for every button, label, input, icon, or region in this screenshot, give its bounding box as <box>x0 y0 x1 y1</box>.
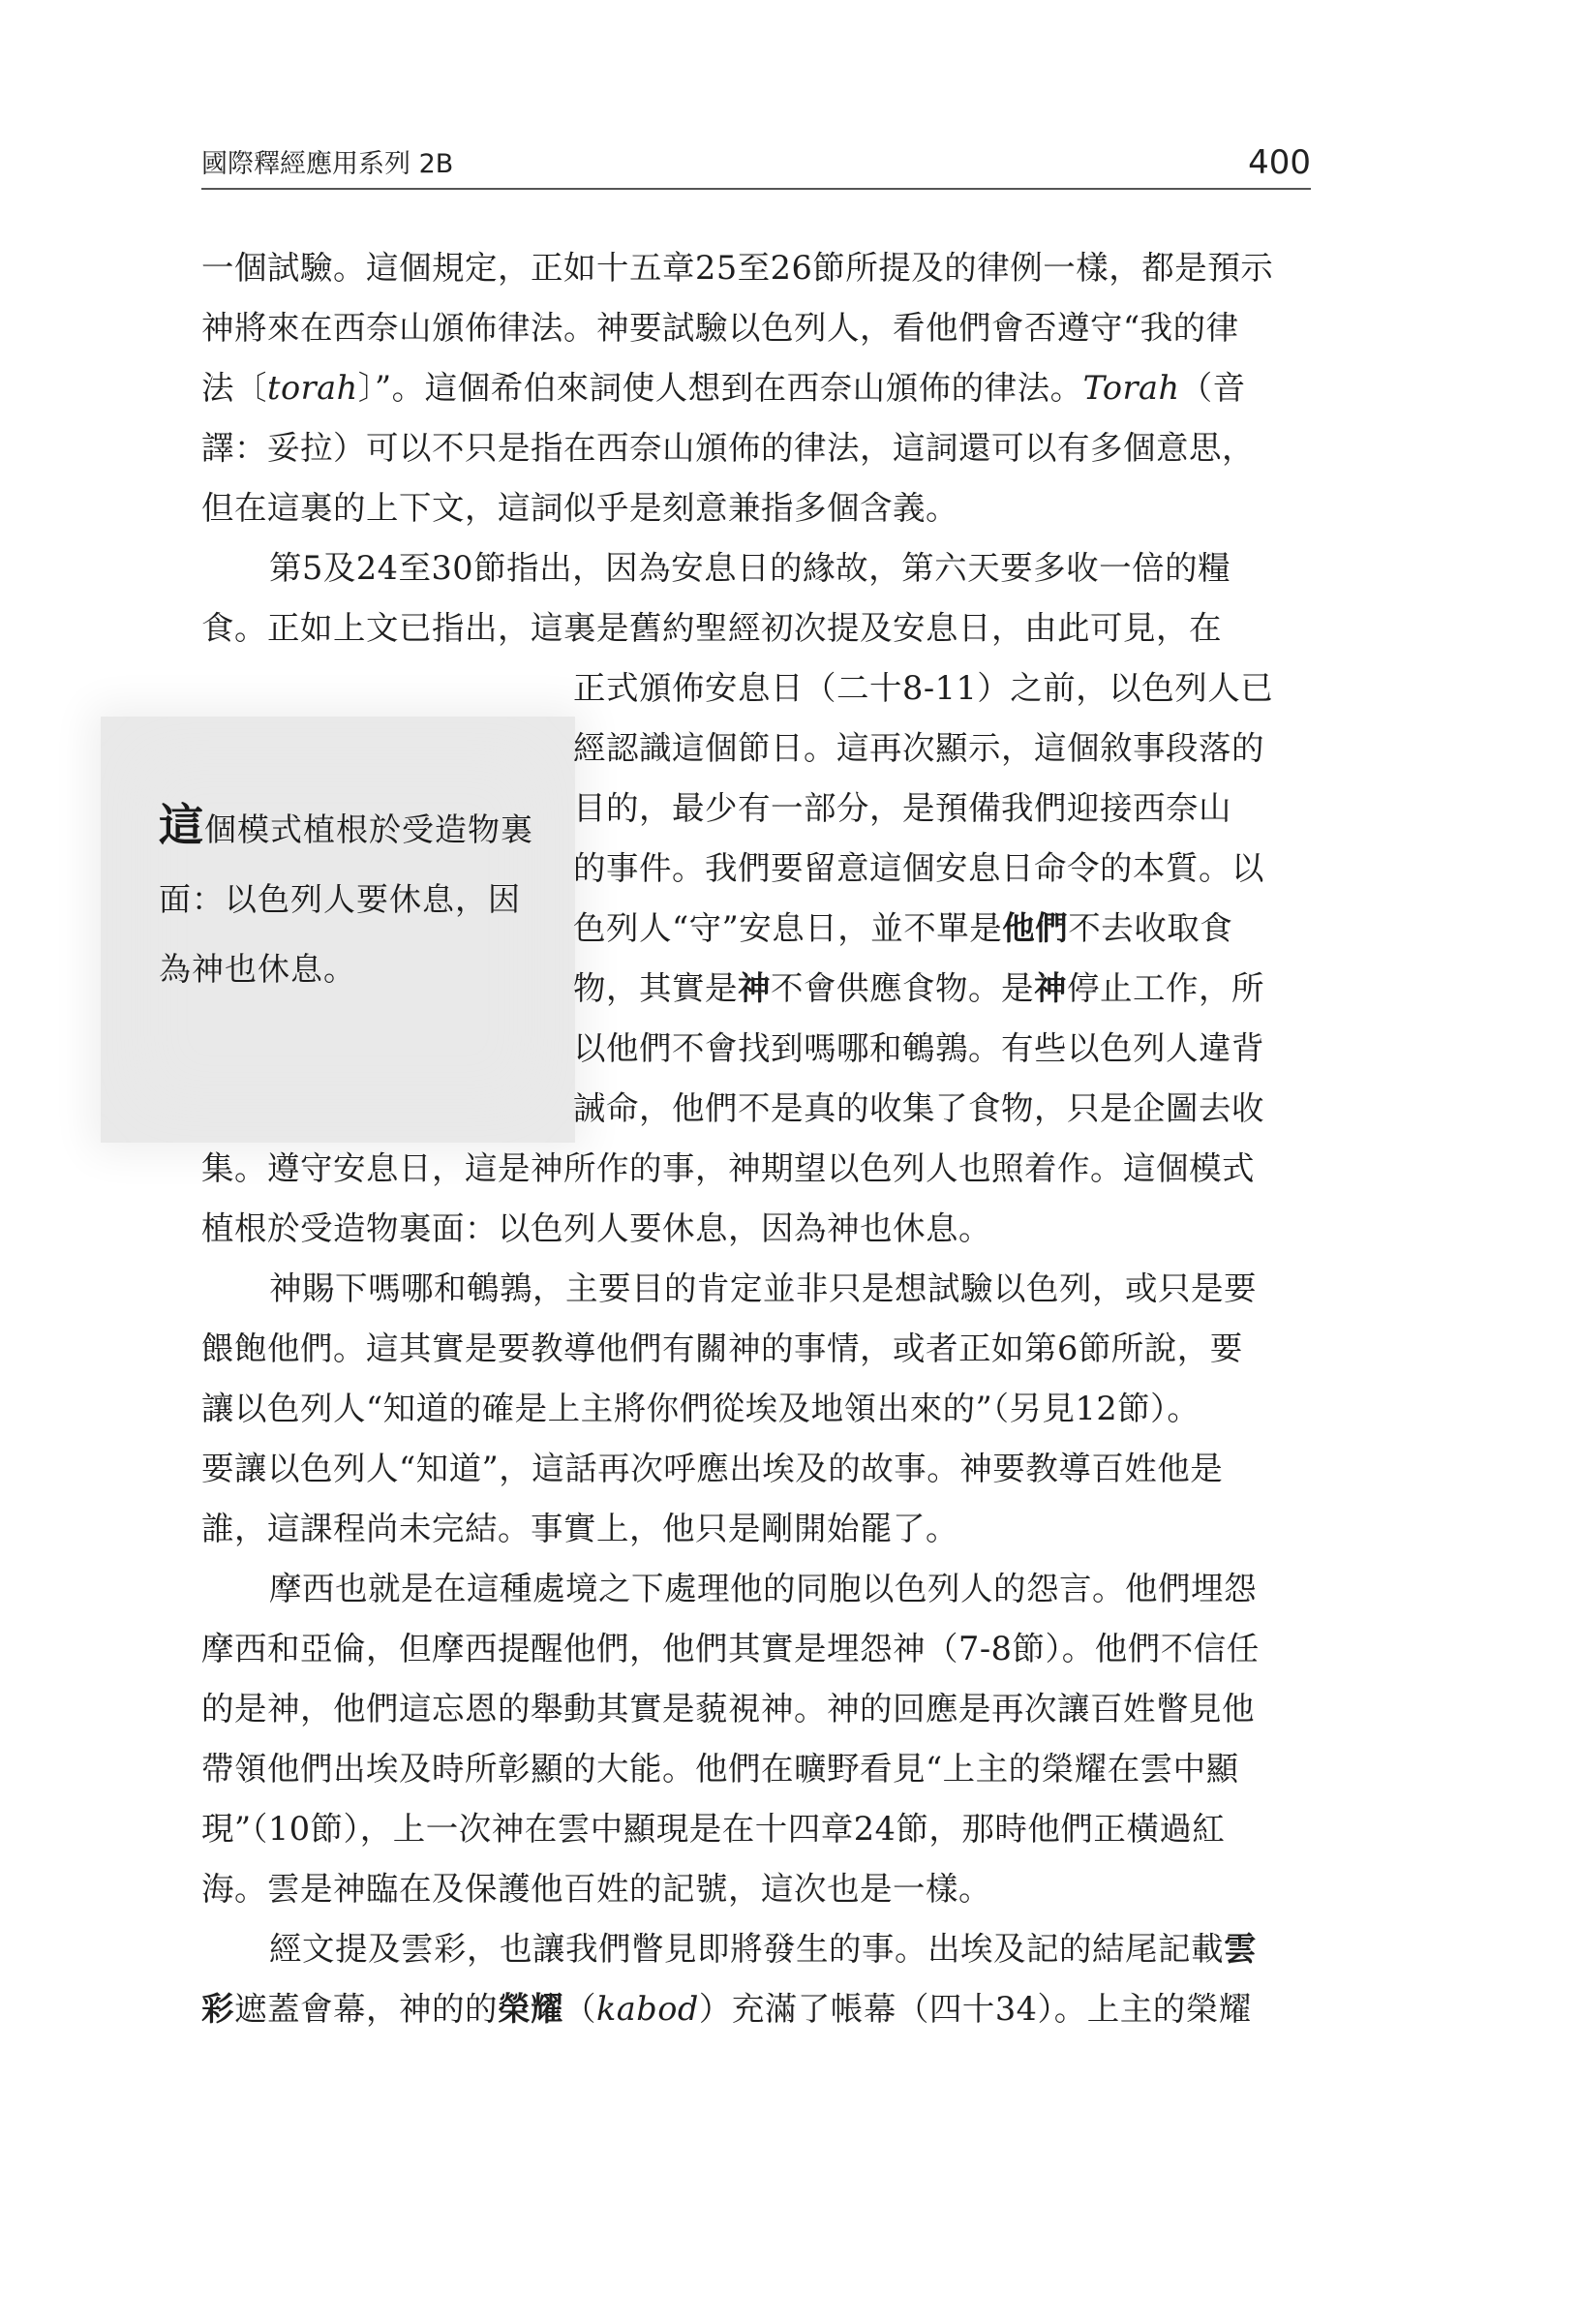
text-line: 色列人“守”安息日，並不單是他們不去收取食 <box>573 909 1233 947</box>
text-line: 讓以色列人“知道的確是上主將你們從埃及地領出來的”（另見12節）。 <box>201 1390 1200 1427</box>
text-line: 海。雲是神臨在及保護他百姓的記號，這次也是一樣。 <box>201 1870 991 1908</box>
text-line: 第5及24至30節指出，因為安息日的緣故，第六天要多收一倍的糧 <box>269 549 1231 587</box>
text-line: 譯：妥拉）可以不只是指在西奈山頒佈的律法，這詞還可以有多個意思， <box>201 429 1255 467</box>
text-line: 經文提及雲彩，也讓我們瞥見即將發生的事。出埃及記的結尾記載雲 <box>269 1930 1257 1968</box>
text-line: 神將來在西奈山頒佈律法。神要試驗以色列人，看他們會否遵守“我的律 <box>201 309 1239 347</box>
bold-term: 神 <box>1034 969 1067 1007</box>
text-line: 的事件。我們要留意這個安息日命令的本質。以 <box>573 849 1264 887</box>
bold-term: 彩 <box>201 1990 234 2028</box>
text-line: 摩西和亞倫，但摩西提醒他們，他們其實是埋怨神（7-8節）。他們不信任 <box>201 1630 1260 1667</box>
italic-term: torah <box>267 369 358 407</box>
text-line: 法〔torah〕”。這個希伯來詞使人想到在西奈山頒佈的律法。Torah（音 <box>201 369 1246 407</box>
bold-term: 神 <box>738 969 771 1007</box>
series-title: 國際釋經應用系列 2B <box>201 149 454 179</box>
text-line: 食。正如上文已指出，這裏是舊約聖經初次提及安息日，由此可見，在 <box>201 609 1222 647</box>
bold-term: 他們 <box>1002 909 1069 947</box>
text-line: 誡命，他們不是真的收集了食物，只是企圖去收 <box>573 1089 1264 1127</box>
text-line: 物，其實是神不會供應食物。是神停止工作，所 <box>573 969 1264 1007</box>
bold-term: 雲 <box>1224 1930 1257 1968</box>
text-line: 集。遵守安息日，這是神所作的事，神期望以色列人也照着作。這個模式 <box>201 1149 1255 1187</box>
italic-term: Torah <box>1082 369 1180 407</box>
text-line: 經認識這個節日。這再次顯示，這個敘事段落的 <box>573 729 1264 767</box>
text-line: 以他們不會找到嗎哪和鵪鶉。有些以色列人違背 <box>573 1029 1264 1067</box>
text-line: 摩西也就是在這種處境之下處理他的同胞以色列人的怨言。他們埋怨 <box>269 1570 1257 1607</box>
text-line: 植根於受造物裏面：以色列人要休息，因為神也休息。 <box>201 1209 991 1247</box>
running-header <box>201 136 1311 190</box>
pull-quote-text: 個模式植根於受造物裏面：以色列人要休息，因為神也休息。 <box>159 810 533 988</box>
text-line: 彩遮蓋會幕，神的的榮耀（kabod）充滿了帳幕（四十34）。上主的榮耀 <box>201 1990 1252 2028</box>
text-line: 神賜下嗎哪和鵪鶉，主要目的肯定並非只是想試驗以色列，或只是要 <box>269 1269 1257 1307</box>
text-line: 帶領他們出埃及時所彰顯的大能。他們在曠野看見“上主的榮耀在雲中顯 <box>201 1750 1239 1788</box>
text-line: 誰，這課程尚未完結。事實上，他只是剛開始罷了。 <box>201 1510 958 1547</box>
text-line: 要讓以色列人“知道”，這話再次呼應出埃及的故事。神要教導百姓他是 <box>201 1450 1224 1487</box>
page-number: 400 <box>1248 143 1311 182</box>
text-line: 的是神，他們這忘恩的舉動其實是藐視神。神的回應是再次讓百姓瞥見他 <box>201 1690 1255 1728</box>
text-line: 目的，最少有一部分，是預備我們迎接西奈山 <box>573 789 1231 827</box>
text-line: 一個試驗。這個規定，正如十五章25至26節所提及的律例一樣，都是預示 <box>201 249 1274 287</box>
pull-quote-drop-cap: 這 <box>159 799 204 851</box>
text-line: 餵飽他們。這其實是要教導他們有關神的事情，或者正如第6節所說，要 <box>201 1330 1243 1367</box>
text-line: 但在這裏的上下文，這詞似乎是刻意兼指多個含義。 <box>201 489 958 527</box>
main-text <box>201 238 1311 2039</box>
bold-term: 榮耀 <box>498 1990 563 2028</box>
text-line: 正式頒佈安息日（二十8-11）之前，以色列人已 <box>573 669 1274 707</box>
text-line: 現”（10節），上一次神在雲中顯現是在十四章24節，那時他們正橫過紅 <box>201 1810 1226 1848</box>
italic-term: kabod <box>596 1990 699 2028</box>
